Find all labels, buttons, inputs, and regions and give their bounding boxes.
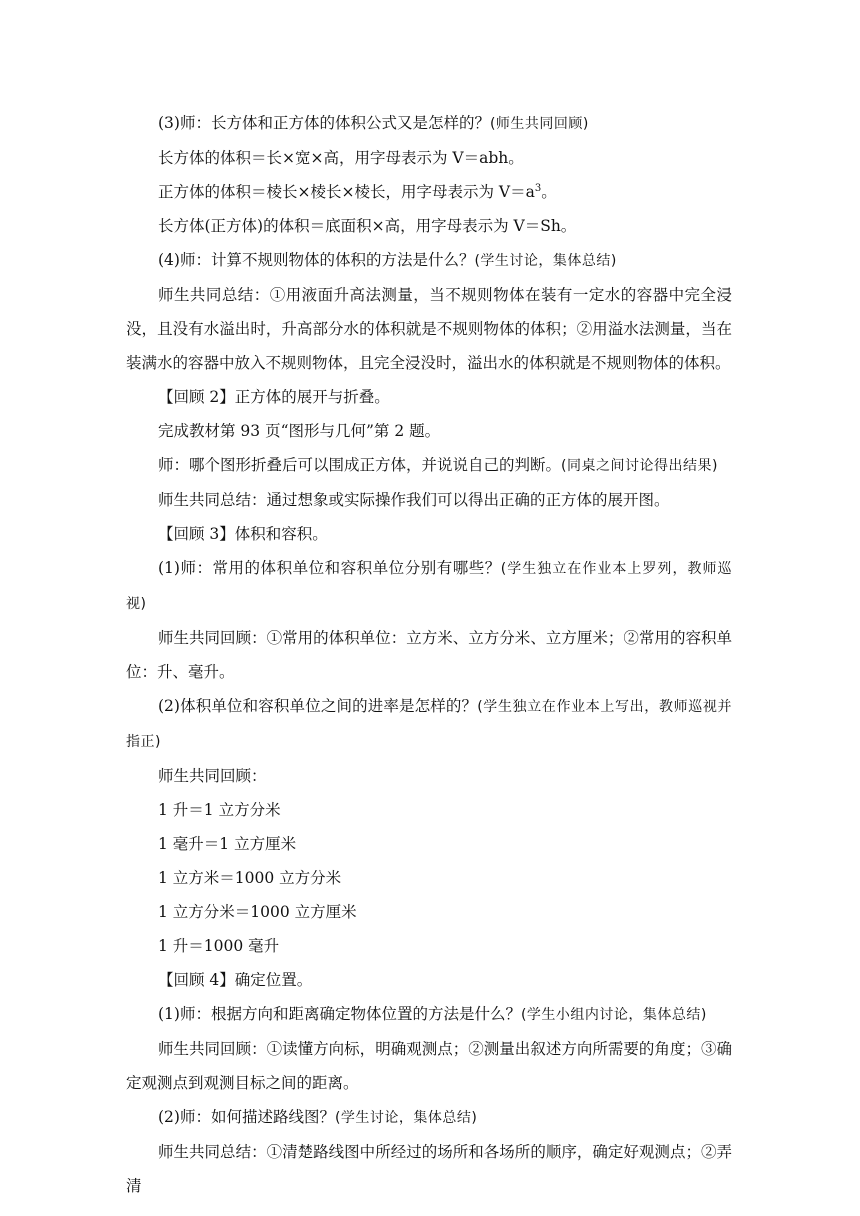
irregular-volume-summary: 师生共同总结：①用液面升高法测量，当不规则物体在装有一定水的容器中完全浸没，且没有水溢出时，升高部分水的体积就是不规则物体的体积；②用溢水法测量，当在装满水的容器中放入不规则物体，且完全浸没时，溢出水的体积就是不规则物体的体积。 bbox=[126, 286, 732, 372]
folding-question bbox=[126, 448, 732, 483]
cuboid-volume-formula: 长方体的体积＝长×宽×高，用字母表示为 V＝abh。 bbox=[158, 149, 524, 167]
activity-note: (师生共同回顾) bbox=[489, 116, 589, 132]
conversion-line: 1 升＝1000 毫升 bbox=[158, 937, 280, 955]
activity-note: (同桌之间讨论得出结果) bbox=[561, 458, 718, 474]
question-text: (1)师：根据方向和距离确定物体位置的方法是什么？ bbox=[158, 1005, 521, 1023]
activity-note: (学生独立在作业本上罗列，教师巡视) bbox=[126, 561, 732, 612]
conversion-line: 1 立方米＝1000 立方分米 bbox=[158, 869, 342, 887]
units-question bbox=[126, 551, 732, 621]
route-map-question bbox=[126, 1100, 732, 1135]
folding-summary: 师生共同总结：通过想象或实际操作我们可以得出正确的正方体的展开图。 bbox=[158, 491, 670, 509]
activity-note: (学生独立在作业本上写出，教师巡视并指正) bbox=[126, 699, 732, 750]
conversion-line: 1 升＝1 立方分米 bbox=[158, 801, 281, 819]
review-4-heading: 【回顾 4】确定位置。 bbox=[158, 971, 313, 989]
route-map-summary: 师生共同总结：①清楚路线图中所经过的场所和各场所的顺序，确定好观测点；②弄清 bbox=[126, 1143, 732, 1195]
position-method-question bbox=[126, 997, 732, 1032]
unit-conversion-question bbox=[126, 689, 732, 759]
base-area-volume-formula: 长方体(正方体)的体积＝底面积×高，用字母表示为 V＝Sh。 bbox=[158, 217, 577, 235]
activity-note: (学生讨论，集体总结) bbox=[334, 1110, 478, 1126]
question-text: (4)师：计算不规则物体的体积的方法是什么？ bbox=[158, 251, 475, 269]
question-text: (1)师：常用的体积单位和容积单位分别有哪些？ bbox=[158, 559, 501, 577]
position-method-summary: 师生共同回顾：①读懂方向标，明确观测点；②测量出叙述方向所需要的角度；③确定观测点到观测目标之间的距离。 bbox=[126, 1040, 732, 1092]
conversion-line: 1 立方分米＝1000 立方厘米 bbox=[158, 903, 357, 921]
conversion-line: 1 毫升＝1 立方厘米 bbox=[158, 835, 297, 853]
document-body bbox=[126, 106, 732, 1203]
cube-formula-text: 正方体的体积＝棱长×棱长×棱长，用字母表示为 V＝a bbox=[158, 183, 535, 201]
cube-volume-formula bbox=[126, 175, 732, 209]
paragraph-4-irregular-volume-question bbox=[126, 243, 732, 278]
exponent: 3 bbox=[534, 182, 542, 194]
activity-note: (学生小组内讨论，集体总结) bbox=[520, 1007, 707, 1023]
textbook-exercise: 完成教材第 93 页“图形与几何”第 2 题。 bbox=[158, 422, 441, 440]
review-2-heading: 【回顾 2】正方体的展开与折叠。 bbox=[158, 388, 390, 406]
review-3-heading: 【回顾 3】体积和容积。 bbox=[158, 525, 328, 543]
question-text: (3)师：长方体和正方体的体积公式又是怎样的？ bbox=[158, 114, 490, 132]
units-summary: 师生共同回顾：①常用的体积单位：立方米、立方分米、立方厘米；②常用的容积单位：升、毫升。 bbox=[126, 629, 732, 681]
activity-note: (学生讨论，集体总结) bbox=[474, 253, 617, 269]
question-text: (2)师：如何描述路线图？ bbox=[158, 1108, 335, 1126]
cube-formula-end: 。 bbox=[541, 183, 557, 201]
paragraph-3-volume-formula-question bbox=[126, 106, 732, 141]
question-text: 师：哪个图形折叠后可以围成正方体，并说说自己的判断。 bbox=[158, 456, 562, 474]
conversion-intro: 师生共同回顾： bbox=[158, 767, 267, 785]
question-text: (2)体积单位和容积单位之间的进率是怎样的？ bbox=[158, 697, 478, 715]
